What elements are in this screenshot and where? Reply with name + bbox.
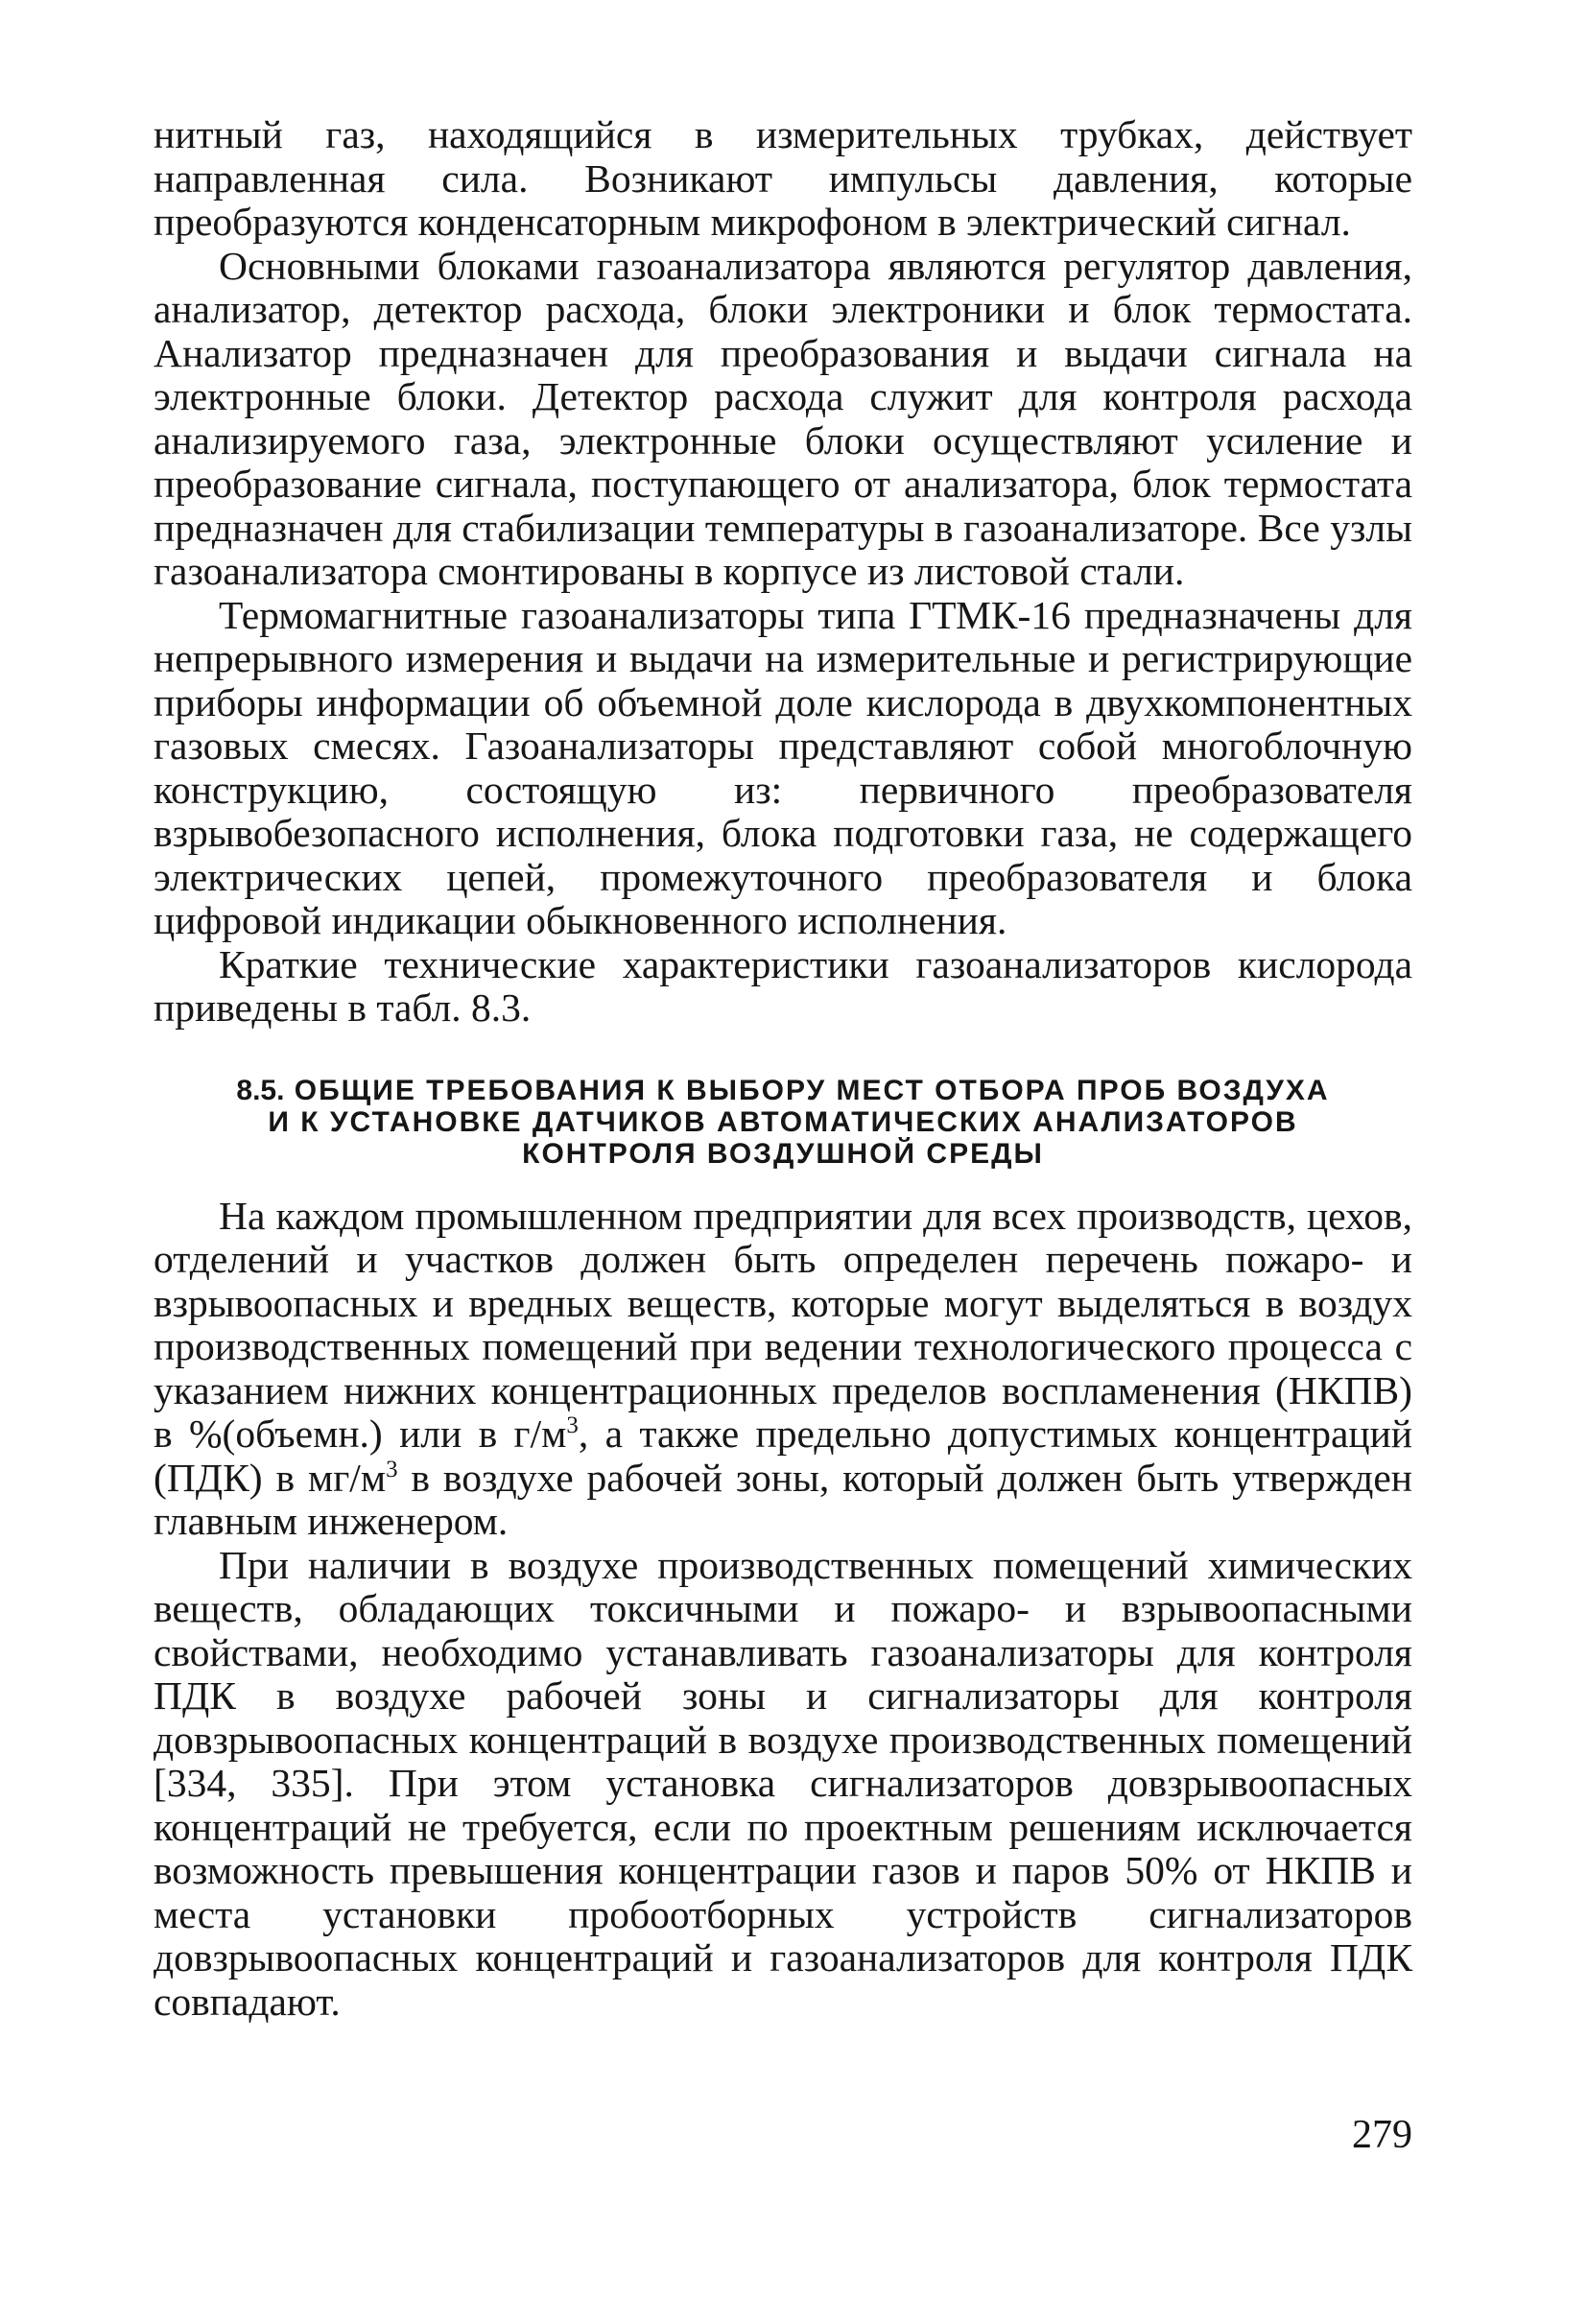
- superscript-cubic-2: 3: [386, 1456, 398, 1482]
- section-number: 8.5.: [236, 1074, 285, 1106]
- paragraph-substances-part-3: в воздухе рабочей зоны, который должен быть утвержден главным инженером.: [154, 1455, 1412, 1543]
- paragraph-analyzer-blocks: Основными блоками газоанализатора являются регулятор давления, анализатор, детектор расхода, блоки электроники и блок термостата. Анализатор предназначен для преобразования и выдачи сигнала на электронные блоки. Детектор расхода служит для контроля расхода анализируемого газа, электронные блоки осуществляют усиление и преобразование сигнала, поступающего от анализатора, блок термостата предназначен для стабилизации температуры в газоанализаторе. Все узлы газоанализатора смонтированы в корпусе из листовой стали.: [154, 243, 1412, 593]
- paragraph-substances-part-2: , а также предельно допустимых концентраций (ПДК) в мг/м: [154, 1411, 1412, 1500]
- superscript-cubic-1: 3: [566, 1412, 579, 1439]
- paragraph-substances-list: [154, 1195, 1412, 1544]
- paragraph-continuation: нитный газ, находящийся в измерительных трубках, действует направленная сила. Возникают импульсы давления, которые преобразуются конденсаторным микрофоном в электрический сигнал.: [154, 112, 1412, 244]
- paragraph-gas-analyzers-installation: При наличии в воздухе производственных помещений химических веществ, обладающих токсичными и пожаро- и взрывоопасными свойствами, необходимо устанавливать газоанализаторы для контроля ПДК в воздухе рабочей зоны и сигнализаторы для контроля довзрывоопасных концентраций в воздухе производственных помещений [334, 335]. При этом установка сигнализаторов довзрывоопасных концентраций не требуется, если по проектным решениям исключается возможность превышения концентрации газов и паров 50% от НКПВ и места установки пробоотборных устройств сигнализаторов довзрывоопасных концентраций и газоанализаторов для контроля ПДК совпадают.: [154, 1542, 1412, 2024]
- section-title-line-3: КОНТРОЛЯ ВОЗДУШНОЙ СРЕДЫ: [522, 1137, 1044, 1170]
- paragraph-substances-part-1: На каждом промышленном предприятии для всех производств, цехов, отделений и участков должен быть определен перечень пожаро- и взрывоопасных и вредных веществ, которые могут выделяться в воздух производственных помещений при ведении технологического процесса с указанием нижних концентрационных пределов воспламенения (НКПВ) в %(объемн.) или в г/м: [154, 1193, 1412, 1456]
- paragraph-table-reference: Краткие технические характеристики газоанализаторов кислорода приведены в табл. 8.3.: [154, 941, 1412, 1030]
- section-heading: [154, 1075, 1412, 1170]
- section-title-line-2: И К УСТАНОВКЕ ДАТЧИКОВ АВТОМАТИЧЕСКИХ АНАЛИЗАТОРОВ: [268, 1105, 1298, 1138]
- page-number: 279: [1352, 2113, 1412, 2157]
- page-body: [154, 113, 1412, 2024]
- section-heading-line-1: [154, 1075, 1412, 1106]
- paragraph-gtmk16: Термомагнитные газоанализаторы типа ГТМК-16 предназначены для непрерывного измерения и выдачи на измерительные и регистрирующие приборы информации об объемной доле кислорода в двухкомпонентных газовых смесях. Газоанализаторы представляют собой многоблочную конструкцию, состоящую из: первичного преобразователя взрывобезопасного исполнения, блока подготовки газа, не содержащего электрических цепей, промежуточного преобразователя и блока цифровой индикации обыкновенного исполнения.: [154, 592, 1412, 942]
- section-title-line-1: ОБЩИЕ ТРЕБОВАНИЯ К ВЫБОРУ МЕСТ ОТБОРА ПРОБ ВОЗДУХА: [294, 1074, 1330, 1106]
